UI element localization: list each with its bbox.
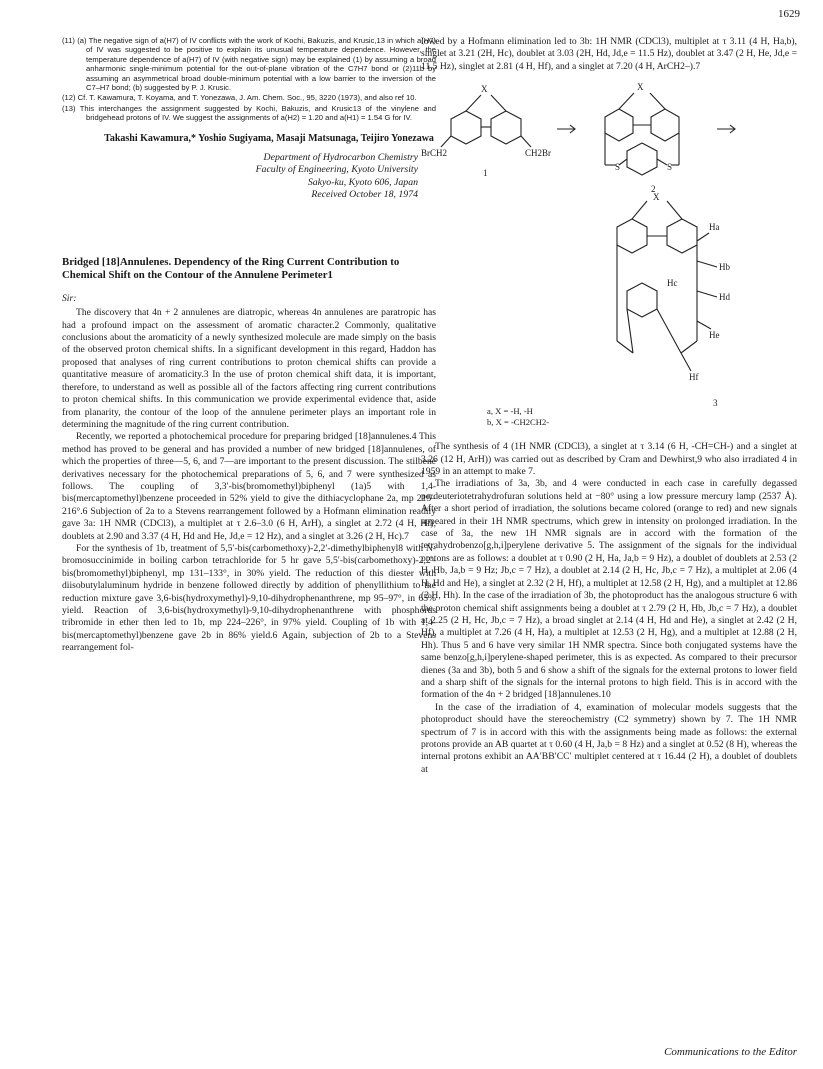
bromide-left: BrCH2 — [421, 148, 448, 159]
salutation: Sir: — [62, 292, 77, 304]
proton-label-hc: Hc — [667, 278, 678, 289]
affiliation-department: Department of Hydrocarbon Chemistry — [263, 151, 418, 163]
paragraph: In the case of the irradiation of 4, examination of molecular models suggests that the photoproduct should have the stereochemistry (C2 symmetry) shown by 7. The 1H NMR spectrum of 7 is in accord with this with the assignments being made as follows: the external protons provide an AB quartet at τ 0.60 (4 H, Ja,b = 8 Hz) and a singlet at 0.52 (8 H), whereas the internal protons exhibit an AA′BB′CC′ multiplet centered at τ 16.44 (2 H), a doublet of doublets at — [421, 701, 797, 775]
bridge-x-label-3: X — [653, 192, 660, 203]
paragraph-continued: lowed by a Hofmann elimination led to 3b: 1H NMR (CDCl3), multiplet at τ 3.11 (4 H, Ha,b), singlet at 3.21 (2H, Hc), doublet at 3.03 (2H, Hd, Jd,e = 11.5 Hz), doublet at 3.47 (2 H, He, Jd,e = 11.5 Hz), singlet at 2.81 (4 H, Hf), and a singlet at 7.20 (4 H, ArCH2–).7 — [421, 36, 797, 72]
sulfur-label-left: S — [615, 162, 621, 173]
footnotes — [62, 36, 436, 123]
footnote-12: (12) Cf. T. Kawamura, T. Koyama, and T. Yonezawa, J. Am. Chem. Soc., 95, 3220 (1973), and also ref 10. — [62, 93, 417, 103]
affiliation-faculty: Faculty of Engineering, Kyoto University — [255, 164, 418, 176]
proton-label-hb: Hb — [719, 262, 730, 273]
ring-2-right — [651, 109, 679, 141]
affiliation-block — [62, 152, 436, 202]
scheme-drawing — [421, 81, 797, 441]
bridge-x-label-1: X — [481, 84, 488, 95]
ring-2-left — [605, 109, 633, 141]
left-column — [62, 36, 436, 655]
ring-3-top-right — [667, 219, 697, 253]
proton-label-ha: Ha — [709, 222, 720, 233]
footnote-13: (13) This interchanges the assignment suggested by Kochi, Bakuzis, and Krusic13 of the vinylene and bridgehead protons of IV. We suggest the assignments of a(H2) = 1.20 and a(H1) = 1.54 G for IV. — [62, 103, 436, 123]
ring-1-left — [451, 111, 481, 144]
bridge-x-label-2: X — [637, 82, 644, 93]
proton-label-hd: Hd — [719, 292, 730, 303]
author-list: Takashi Kawamura,* Yoshio Sugiyama, Masaji Matsunaga, Teijiro Yonezawa — [104, 132, 434, 144]
article-title: Bridged [18]Annulenes. Dependency of the Ring Current Contribution to Chemical Shift on the Contour of the Annulene Perimeter1 — [62, 256, 400, 282]
paragraph: Recently, we reported a photochemical procedure for preparing bridged [18]annulenes.4 This method has proved to be general and has provided a number of new bridged [18]annulenes, of which the properties of three—5, 6, and 7—are important to the present discussion. The stilbene derivatives necessary for the photochemical preparations of 5, 6, and 7 were synthesized as follows. The coupling of 3,3′-bis(bromomethyl)biphenyl (1a)5 with 1,4-bis(mercaptomethyl)benzene proceeded in 52% yield to give the dithiacyclophane 2a, mp 215–216°.6 Subjection of 2a to a Stevens rearrangement followed by a Hofmann elimination readily gave 3a: 1H NMR (CDCl3), a multiplet at τ 2.6–3.0 (6 H, ArH), a singlet at 2.72 (4 H, Hf), doublets at 2.90 and 3.37 (4 H, Hd and He, Jd,e = 12 Hz), and a singlet at 3.26 (2 H, Hc).7 — [62, 431, 436, 542]
scheme-legend — [487, 406, 549, 428]
bromide-right: CH2Br — [525, 148, 552, 159]
paragraph: The irradiations of 3a, 3b, and 4 were conducted in each case in carefully degassed perdeuteriotetrahydrofuran solutions held at −80° using a low pressure mercury lamp (2537 Å). After a short period of irradiation, the solutions became colored (orange to red) and new signals appeared in their 1H NMR spectrums, which grew in intensity on prolonged irradiation. In the case of 3a, the new 1H NMR signals are in accord with the formation of the tetrahydrobenzo[g,h,i]perylene derivative 5. The assignment of the signals for the individual protons are as follows: a doublet at τ 0.90 (2 H, Ha, Ja,b = 9 Hz), a doublet of doublets at 2.53 (2 H, Hb, Ja,b = 9 Hz; Jb,c = 7 Hz), a doublet at 2.14 (2 H, Hc, Jb,c = 7 Hz), a multiplet at 2.06 (4 H, Hd and He), a singlet at 2.32 (2 H, Hf), a multiplet at 12.58 (2 H, Hg), and a multiplet at 12.86 (2 H, Hh). In the case of the irradiation of 3b, the photoproduct has the analogous structure 6 with the proton chemical shift assignments being a doublet at τ 2.79 (2 H, Hb, Jb,c = 7 Hz), a doublet at 2.25 (2 H, Hc, Jb,c = 7 Hz), a broad singlet at 2.14 (4 H, Hd and He), a singlet at 2.42 (2 H, Hf), a multiplet at 7.26 (4 H, Ha), a multiplet at 12.53 (2 H, Hg), and a multiplet at 12.88 (2 H, Hh). Thus 5 and 6 have very similar 1H NMR spectra. Since both conjugated systems have the same benzo[g,h,i]perylene-shaped perimeter, this is as expected. As compared to their precursor dienes (3a and 3b), both 5 and 6 show a shift of the signals for the external protons to lower field and a sharp shift of the signals for the internal protons to high field. This is in accord with the formation of the 4n + 2 bridged [18]annulenes.10 — [421, 478, 797, 701]
paragraph: The discovery that 4n + 2 annulenes are diatropic, whereas 4n annulenes are paratropic has had a profound impact on the assessment of aromatic character.2 Commonly, qualitative conclusions about the aromaticity of a newly synthesized molecule are made simply on the basis of the observed proton chemical shifts. In a significant development in this regard, Haddon has proposed that analyses of ring current contributions to proton chemical shifts can provide a quantitative measure of aromaticity.3 In the use of proton chemical shift data, it is important, therefore, to understand as well as possible all of the factors affecting ring current contributions to proton chemical shifts. In this communication we provide experimental evidence that, aside from planarity, the contour of the loop of the annulene perimeter plays an important role in determining the magnitude of the ring current contribution. — [62, 307, 436, 430]
paragraph: The synthesis of 4 (1H NMR (CDCl3), a singlet at τ 3.14 (6 H, -CH=CH-) and a singlet at 3.26 (12 H, ArH)) was carried out as described by Cram and Dewhirst,9 who also irradiated 4 in 1959 in an attempt to make 7. — [421, 441, 797, 478]
received-date: Received October 18, 1974 — [311, 189, 418, 201]
ring-3-top-left — [617, 219, 647, 253]
proton-label-hf: Hf — [689, 372, 699, 383]
affiliation-address: Sakyo-ku, Kyoto 606, Japan — [307, 176, 418, 188]
page-number: 1629 — [778, 8, 800, 20]
compound-1-label: 1 — [483, 168, 488, 179]
footnote-11: (11) (a) The negative sign of a(H7) of IV conflicts with the work of Kochi, Bakuzis, and Krusic,13 in which a(H7) of IV was suggested to be positive to explain its unusual temperature dependence. However, the temperature dependence of a(H7) of IV (with negative sign) may be explained (1) by assuming a broad anharmonic single-minimum potential for the out-of-plane vibration of the C7H7 bond or (2)11b by assuming an asymmetrical broad double-minimum potential with a low barrier to the inversion of the C7–H7 bond; (b) suggested by P. J. Krusic. — [62, 36, 436, 93]
compound-2-label: 2 — [651, 184, 656, 195]
ring-2-bottom — [627, 143, 657, 175]
proton-label-he: He — [709, 330, 720, 341]
right-column — [421, 36, 797, 776]
legend-b: b, X = -CH2CH2- — [487, 417, 550, 428]
compound-3-label: 3 — [713, 398, 718, 409]
sulfur-label-right: S — [667, 162, 673, 173]
legend-a: a, X = -H, -H — [487, 406, 533, 417]
paragraph: For the synthesis of 1b, treatment of 5,5′-bis(carbomethoxy)-2,2′-dimethylbiphenyl8 with N-bromosuccinimide in boiling carbon tetrachloride for 5 hr gave 5,5′-bis(carbomethoxy)-2,2′-bis(bromomethyl)biphenyl, mp 131–133°, in 30% yield. The reduction of this diester with diisobutylaluminum hydride in benzene followed directly by addition of phenyllithium to the reduction mixture gave 3,6-bis(hydroxymethyl)-9,10-dihydrophenanthrene, mp 95–97°, in 65% yield. Reaction of 3,6-bis(hydroxymethyl)-9,10-dihydrophenanthrene with phosphorus tribromide in ether then led to 1b, mp 224–226°, in 97% yield. Coupling of 1b with 1,4-bis(mercaptomethyl)benzene gave 2b in 86% yield.6 Again, subjection of 2b to a Stevens rearrangement fol- — [62, 542, 436, 654]
journal-section-footer: Communications to the Editor — [664, 1046, 797, 1058]
ring-3-bottom — [627, 283, 657, 317]
reaction-scheme — [421, 81, 797, 441]
ring-1-right — [491, 111, 521, 144]
